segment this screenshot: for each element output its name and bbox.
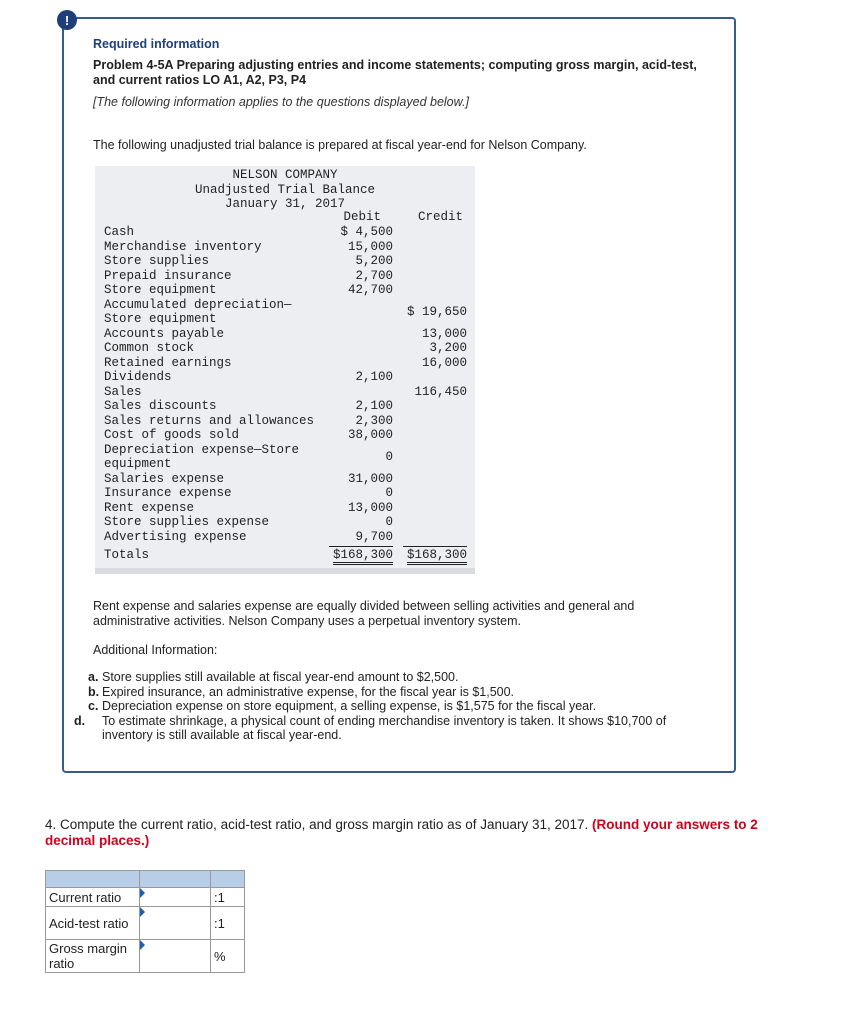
trial-balance-table <box>95 166 475 574</box>
tb-subtotal-rule <box>329 546 393 547</box>
required-info-title: Required information <box>93 37 220 51</box>
tb-credit-value: $ 19,650 <box>406 304 467 319</box>
current-ratio-label: Current ratio <box>46 888 140 907</box>
gross-margin-cell[interactable] <box>140 940 211 973</box>
tb-footer-bar <box>95 568 475 574</box>
acid-test-unit: :1 <box>211 907 245 940</box>
tb-row-label: Rent expense <box>104 500 195 515</box>
info-item-b: b. Expired insurance, an administrative expense, for the fiscal year is $1,500. <box>88 684 515 699</box>
question-text: 4. Compute the current ratio, acid-test ratio, and gross margin ratio as of January 31, 2017. <box>45 817 593 832</box>
tb-credit-header: Credit <box>417 210 463 224</box>
tb-debit-value: 38,000 <box>347 428 393 442</box>
question-4 <box>45 817 785 849</box>
answer-table <box>45 870 245 973</box>
tb-debit-value: 31,000 <box>347 471 393 486</box>
tb-row-label: Store equipment <box>104 283 217 297</box>
answer-header-row <box>46 871 245 888</box>
tb-debit-value: 0 <box>385 486 393 500</box>
gross-margin-unit: % <box>211 940 245 973</box>
tb-total-credit: $168,300 <box>407 548 467 565</box>
tb-debit-value: 2,300 <box>355 413 393 428</box>
rent-salaries-note: Rent expense and salaries expense are equally divided between selling activities and general and administrative activities. Nelson Company uses a perpetual inventory system. <box>93 599 635 628</box>
tb-debit-value: 5,200 <box>355 254 393 268</box>
tb-row-label: Merchandise inventory <box>104 239 262 254</box>
gross-margin-label: Gross margin ratio <box>46 940 140 973</box>
info-item-a: a. Store supplies still available at fiscal year-end amount to $2,500. <box>88 670 459 684</box>
flag-icon <box>140 907 145 917</box>
current-ratio-unit: :1 <box>211 888 245 907</box>
tb-debit-header: Debit <box>343 210 381 224</box>
tb-row-label: Store supplies expense <box>104 515 270 529</box>
answer-row-acid-test <box>46 907 245 940</box>
tb-total-debit: $168,300 <box>333 548 393 565</box>
tb-debit-value: 9,700 <box>355 529 393 544</box>
tb-row-label: Depreciation expense—Store equipment <box>104 442 300 471</box>
tb-row-label: Common stock <box>104 341 195 355</box>
tb-debit-value: 15,000 <box>347 239 393 254</box>
applies-note: [The following information applies to the questions displayed below.] <box>93 95 469 109</box>
tb-debit-value: 2,100 <box>355 399 393 413</box>
answer-row-current-ratio <box>46 888 245 907</box>
tb-row-label: Sales discounts <box>104 399 217 413</box>
tb-credit-value: 3,200 <box>429 341 467 355</box>
info-item-d: d. To estimate shrinkage, a physical count of ending merchandise inventory is taken. It shows $10,700 of inventory is still available at fiscal year-end. <box>74 713 667 742</box>
tb-credit-value: 13,000 <box>421 326 467 341</box>
problem-title: Problem 4-5A Preparing adjusting entries and income statements; computing gross margin, acid-test, and current ratios LO A1, A2, P3, P4 <box>93 58 697 87</box>
info-item-c: c. Depreciation expense on store equipment, a selling expense, is $1,575 for the fiscal year. <box>88 699 597 713</box>
tb-row-label: Advertising expense <box>104 529 247 544</box>
tb-row-label: Retained earnings <box>104 355 232 370</box>
tb-row-label: Insurance expense <box>104 486 232 500</box>
current-ratio-cell[interactable] <box>140 888 211 907</box>
tb-company: NELSON COMPANY <box>232 168 338 182</box>
tb-row-label: Dividends <box>104 370 172 384</box>
flag-icon <box>140 888 145 898</box>
tb-debit-value: $ 4,500 <box>340 225 393 239</box>
answer-row-gross-margin <box>46 940 245 973</box>
tb-debit-value: 0 <box>385 449 393 464</box>
tb-row-label: Prepaid insurance <box>104 268 232 283</box>
tb-debit-value: 42,700 <box>347 283 393 297</box>
additional-info-label: Additional Information: <box>93 643 218 657</box>
acid-test-cell[interactable] <box>140 907 211 940</box>
tb-credit-value: 16,000 <box>421 355 467 370</box>
tb-date: January 31, 2017 <box>224 197 346 211</box>
tb-row-label: Cash <box>104 225 135 239</box>
tb-row-label: Accounts payable <box>104 326 225 341</box>
gross-margin-input[interactable] <box>140 948 210 964</box>
acid-test-input[interactable] <box>140 915 210 931</box>
tb-row-label: Sales returns and allowances <box>104 413 315 428</box>
intro-text: The following unadjusted trial balance is prepared at fiscal year-end for Nelson Company. <box>93 138 587 152</box>
tb-row-label: Accumulated depreciation— Store equipment <box>104 297 292 326</box>
acid-test-label: Acid-test ratio <box>46 907 140 940</box>
tb-debit-value: 13,000 <box>347 500 393 515</box>
flag-icon <box>140 940 145 950</box>
tb-row-label: Store supplies <box>104 254 210 268</box>
tb-totals-label: Totals <box>104 548 150 562</box>
tb-subtotal-rule <box>403 546 467 547</box>
tb-row-label: Sales <box>104 384 142 399</box>
tb-credit-value: 116,450 <box>414 384 467 399</box>
tb-debit-value: 2,100 <box>355 370 393 384</box>
question-emphasis: (Round your answers to 2 decimal places.) <box>45 817 758 848</box>
tb-title: Unadjusted Trial Balance <box>194 182 376 197</box>
tb-debit-value: 2,700 <box>355 268 393 283</box>
current-ratio-input[interactable] <box>140 889 210 905</box>
alert-icon: ! <box>57 10 77 30</box>
tb-debit-value: 0 <box>385 515 393 529</box>
tb-row-label: Cost of goods sold <box>104 428 240 442</box>
tb-row-label: Salaries expense <box>104 471 225 486</box>
